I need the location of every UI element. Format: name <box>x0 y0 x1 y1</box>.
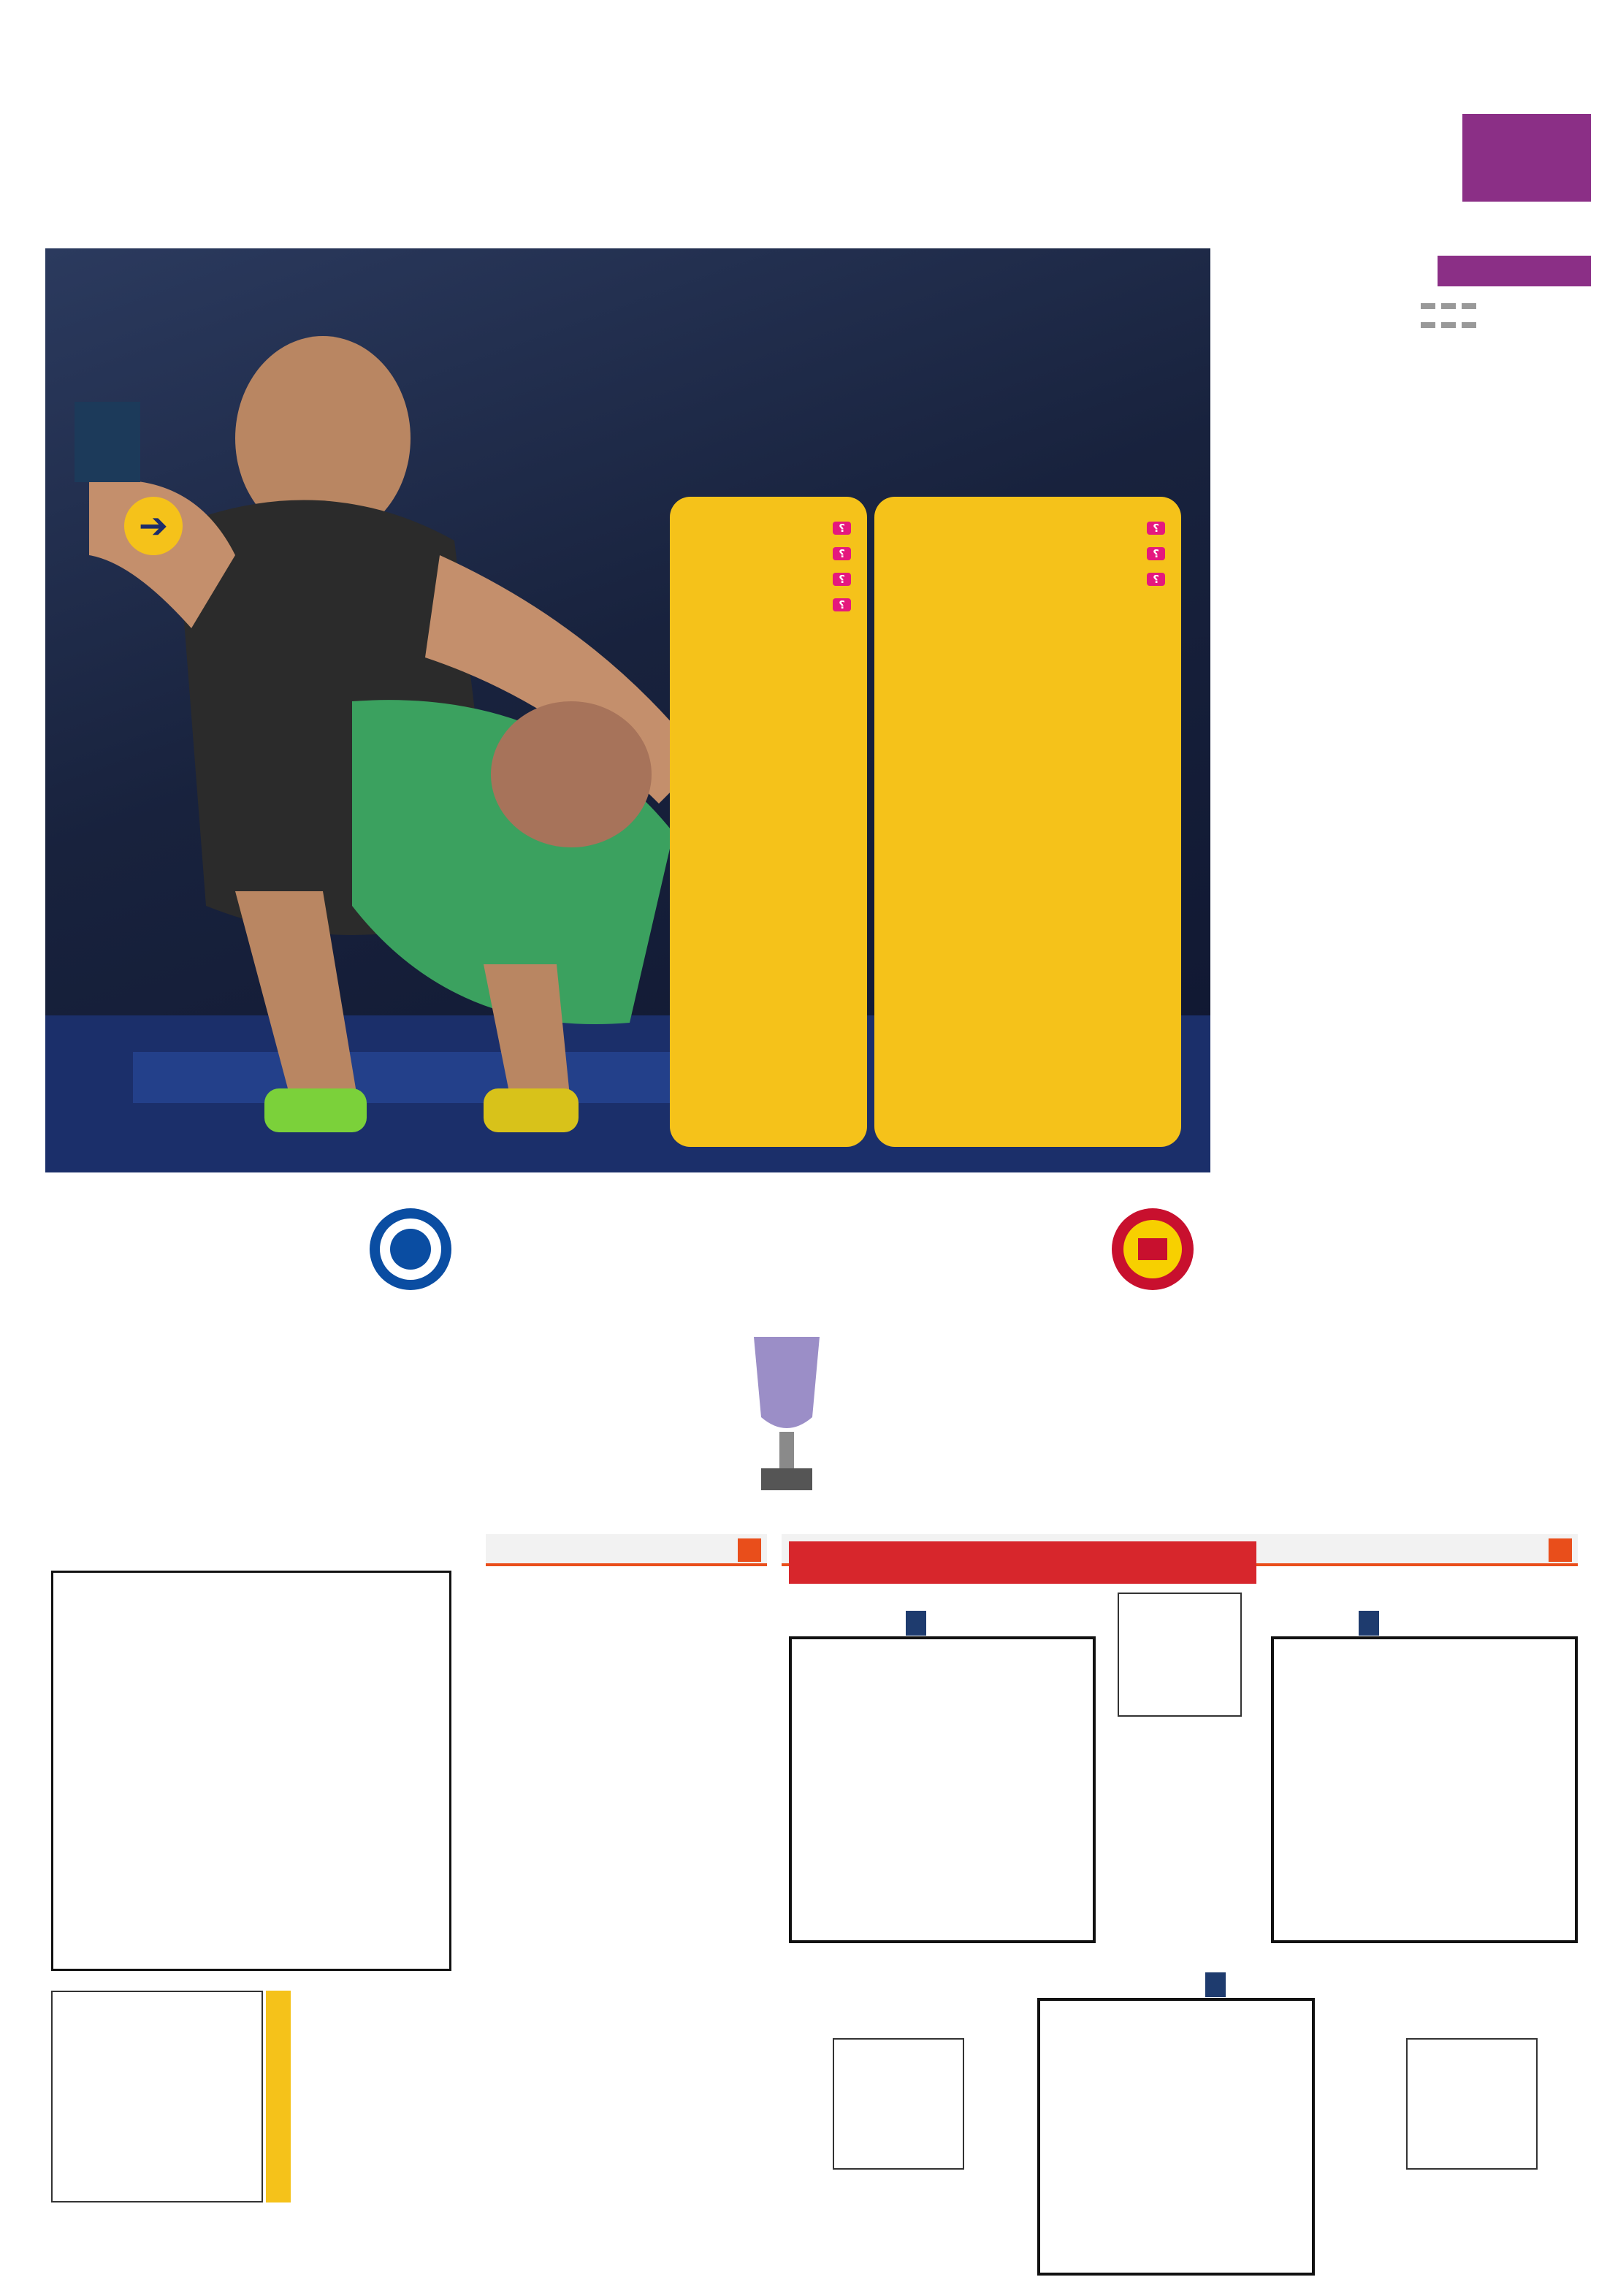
sudoku-grid <box>792 1639 1093 1940</box>
sidebar-body <box>51 657 190 1037</box>
phone-number <box>1462 202 1591 224</box>
esteghlal-logo-icon <box>367 1205 454 1293</box>
q-tag: ؟ <box>1147 547 1165 560</box>
separator <box>1306 298 1591 305</box>
sudoku-hard[interactable] <box>789 1636 1096 1943</box>
row-numbers <box>451 1571 478 1971</box>
interview-question <box>890 570 1165 590</box>
solution-grid <box>1406 2038 1538 2170</box>
section-title <box>1525 1198 1591 1519</box>
interview-question <box>686 519 851 538</box>
solution-caption <box>266 1991 291 2202</box>
column-numbers <box>51 1541 478 1568</box>
interview-question <box>890 544 1165 564</box>
sudoku-grid <box>1040 2001 1312 2273</box>
sudoku-easy[interactable] <box>1271 1636 1578 1943</box>
interview-question <box>890 519 1165 538</box>
q-tag: ؟ <box>1147 573 1165 586</box>
afc-elite-section <box>16 1198 1591 1527</box>
q-tag: ؟ <box>833 598 851 611</box>
puzzle-icon <box>738 1538 761 1562</box>
separator <box>1306 317 1591 324</box>
q-tag: ؟ <box>1147 522 1165 535</box>
sudoku-medium[interactable] <box>1037 1998 1315 2276</box>
puzzle-icon <box>1549 1538 1572 1562</box>
crossword-grid[interactable] <box>51 1571 451 1971</box>
mini-clues <box>296 1991 475 2202</box>
sudoku-instructions <box>789 1541 1256 1584</box>
arrow-right-icon[interactable]: ➔ <box>124 497 183 555</box>
solution-grid <box>833 2038 964 2170</box>
english-name-banner <box>51 110 972 212</box>
persepolis-logo-icon <box>1109 1205 1196 1293</box>
hero-photo-area <box>45 248 1210 1172</box>
sudoku-grid <box>1274 1639 1575 1940</box>
band-column <box>1204 1213 1511 1519</box>
solution-grid <box>1118 1593 1242 1717</box>
right-column <box>1306 256 1591 1180</box>
q-tag: ؟ <box>833 522 851 535</box>
crossword-header <box>486 1534 767 1566</box>
level-badge-hard <box>906 1611 926 1636</box>
column-rubric <box>1438 256 1591 286</box>
across-clues <box>621 1578 774 2206</box>
paper-logo <box>972 110 1417 183</box>
interview-question <box>686 595 851 615</box>
band-column <box>38 1213 359 1519</box>
interview-column-left <box>670 497 867 1147</box>
level-badge-medium <box>1205 1972 1226 1997</box>
previous-crossword-solution <box>51 1991 263 2202</box>
hero-lede <box>575 413 1174 508</box>
interview-question <box>686 544 851 564</box>
band-column <box>430 1213 751 1519</box>
interview-question <box>686 570 851 590</box>
interview-column-right <box>874 497 1181 1147</box>
trophy-icon <box>739 1330 834 1498</box>
q-tag: ؟ <box>833 573 851 586</box>
page-number <box>1462 114 1591 202</box>
down-clues <box>482 1578 614 2206</box>
q-tag: ؟ <box>833 547 851 560</box>
level-badge-easy <box>1359 1611 1379 1636</box>
hero-title <box>370 263 1174 402</box>
